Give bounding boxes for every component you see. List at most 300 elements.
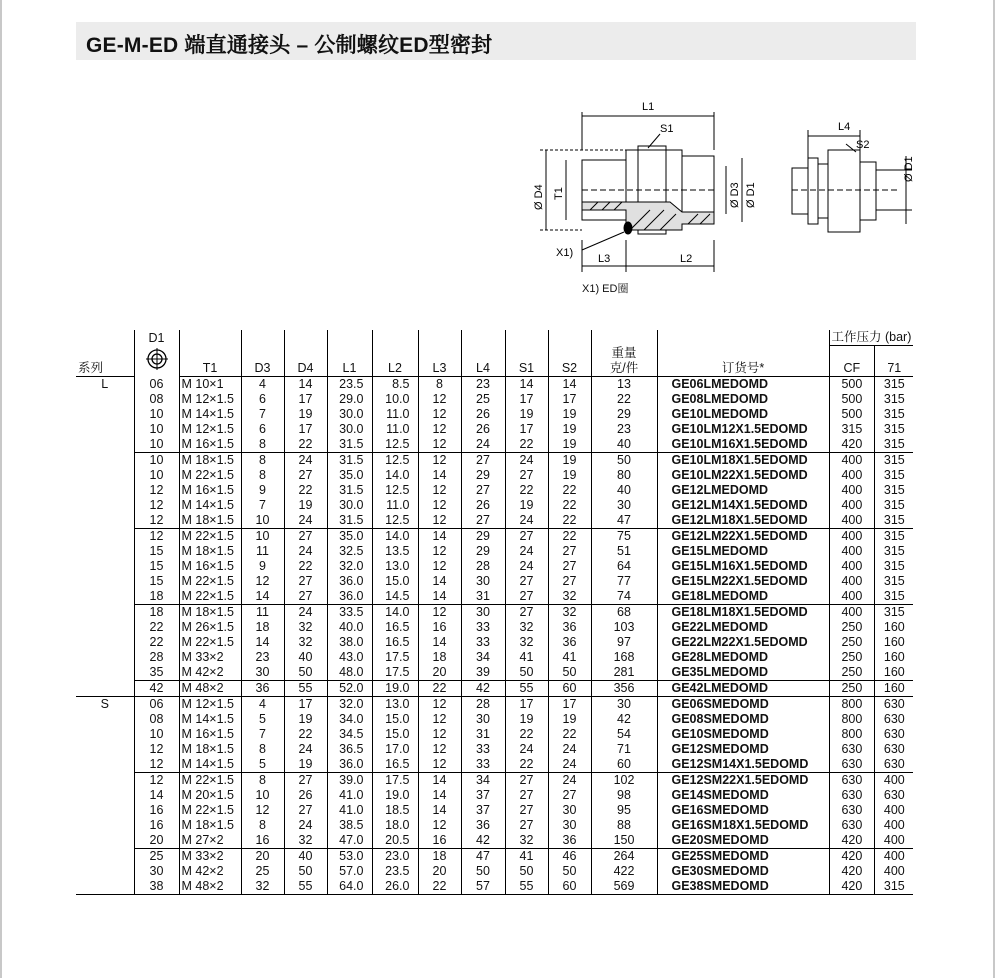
cell-d4: 55 (284, 681, 327, 697)
label-d1-small: Ø D1 (903, 156, 915, 182)
cell-weight: 22 (591, 392, 657, 407)
cell-cf: 400 (829, 589, 875, 605)
cell-l3: 12 (418, 407, 461, 422)
cell-l1: 36.5 (327, 742, 372, 757)
header-d1: D1 (134, 330, 179, 346)
cell-order-code: GE20SMEDOMD (657, 833, 829, 849)
cell-s2: 19 (548, 468, 591, 483)
cell-d4: 26 (284, 788, 327, 803)
cell-weight: 29 (591, 407, 657, 422)
cell-order-code: GE12SM22X1.5EDOMD (657, 773, 829, 789)
cell-l1: 35.0 (327, 529, 372, 545)
cell-l3: 22 (418, 681, 461, 697)
cell-order-code: GE08SMEDOMD (657, 712, 829, 727)
cell-order-code: GE10SMEDOMD (657, 727, 829, 742)
cell-d3: 10 (241, 529, 284, 545)
table-row (76, 757, 913, 773)
cell-s2: 24 (548, 773, 591, 789)
cell-p71: 400 (875, 864, 914, 879)
header-order-code: 订货号* (657, 361, 829, 377)
cell-l3: 12 (418, 392, 461, 407)
table-row (76, 727, 913, 742)
cell-l2: 14.0 (372, 605, 418, 621)
cell-d3: 14 (241, 589, 284, 605)
cell-weight: 97 (591, 635, 657, 650)
cell-l2: 11.0 (372, 407, 418, 422)
cell-d3: 8 (241, 818, 284, 833)
table-row (76, 620, 913, 635)
cell-d4: 24 (284, 742, 327, 757)
cell-d4: 24 (284, 513, 327, 529)
cell-weight: 264 (591, 849, 657, 865)
cell-t1: M 16×1.5 (179, 727, 241, 742)
cell-l1: 38.0 (327, 635, 372, 650)
cell-p71: 315 (875, 392, 914, 407)
label-d3: Ø D3 (729, 182, 741, 208)
cell-weight: 68 (591, 605, 657, 621)
cell-t1: M 42×2 (179, 864, 241, 879)
table-row (76, 407, 913, 422)
table-row (76, 453, 913, 469)
series-cell (76, 437, 134, 453)
series-cell (76, 864, 134, 879)
cell-l2: 17.0 (372, 742, 418, 757)
table-row (76, 818, 913, 833)
cell-l3: 12 (418, 605, 461, 621)
cell-l3: 20 (418, 864, 461, 879)
cell-p71: 315 (875, 453, 914, 469)
cell-l2: 13.0 (372, 559, 418, 574)
cell-cf: 400 (829, 453, 875, 469)
cell-p71: 160 (875, 681, 914, 697)
cell-l3: 20 (418, 665, 461, 681)
cell-cf: 420 (829, 864, 875, 879)
cell-l3: 14 (418, 803, 461, 818)
cell-l3: 12 (418, 757, 461, 773)
cell-p71: 315 (875, 468, 914, 483)
cell-l1: 31.5 (327, 453, 372, 469)
cell-l2: 23.5 (372, 864, 418, 879)
cell-d3: 12 (241, 574, 284, 589)
cell-order-code: GE30SMEDOMD (657, 864, 829, 879)
cell-s1: 24 (505, 742, 548, 757)
cell-d4: 27 (284, 773, 327, 789)
table-row (76, 468, 913, 483)
cell-l4: 26 (461, 407, 505, 422)
cell-d1: 10 (134, 453, 179, 469)
series-cell (76, 665, 134, 681)
cell-weight: 356 (591, 681, 657, 697)
cell-p71: 160 (875, 620, 914, 635)
cell-s1: 19 (505, 407, 548, 422)
cell-d1: 15 (134, 559, 179, 574)
cell-d1: 20 (134, 833, 179, 849)
cell-order-code: GE18LMEDOMD (657, 589, 829, 605)
cell-l4: 34 (461, 773, 505, 789)
cell-p71: 630 (875, 712, 914, 727)
cell-d1: 15 (134, 544, 179, 559)
cell-t1: M 22×1.5 (179, 574, 241, 589)
cell-l1: 36.0 (327, 757, 372, 773)
cell-d3: 8 (241, 437, 284, 453)
cell-l2: 17.5 (372, 773, 418, 789)
cell-l3: 14 (418, 574, 461, 589)
spec-table-body (76, 377, 913, 895)
cell-d3: 10 (241, 788, 284, 803)
cell-order-code: GE15LMEDOMD (657, 544, 829, 559)
cell-s2: 41 (548, 650, 591, 665)
cell-p71: 400 (875, 803, 914, 818)
fitting-drawing (520, 90, 940, 300)
label-s2: S2 (856, 139, 870, 151)
cell-s1: 27 (505, 589, 548, 605)
cell-s2: 27 (548, 559, 591, 574)
spec-table (76, 330, 913, 895)
table-row (76, 377, 913, 393)
cell-p71: 400 (875, 818, 914, 833)
cell-l1: 43.0 (327, 650, 372, 665)
cell-l3: 12 (418, 453, 461, 469)
cell-order-code: GE25SMEDOMD (657, 849, 829, 865)
cell-p71: 315 (875, 529, 914, 545)
page-title: GE-M-ED 端直通接头 – 公制螺纹ED型密封 (86, 34, 493, 57)
cell-order-code: GE14SMEDOMD (657, 788, 829, 803)
cell-s2: 32 (548, 589, 591, 605)
cell-t1: M 12×1.5 (179, 422, 241, 437)
cell-d3: 8 (241, 742, 284, 757)
cell-d3: 14 (241, 635, 284, 650)
cell-d1: 12 (134, 773, 179, 789)
cell-d1: 28 (134, 650, 179, 665)
table-row (76, 605, 913, 621)
cell-cf: 420 (829, 833, 875, 849)
cell-d1: 14 (134, 788, 179, 803)
cell-d1: 42 (134, 681, 179, 697)
series-cell (76, 468, 134, 483)
cell-cf: 400 (829, 529, 875, 545)
cell-l4: 28 (461, 697, 505, 713)
cell-l1: 30.0 (327, 498, 372, 513)
cell-l1: 34.5 (327, 727, 372, 742)
cell-d1: 15 (134, 574, 179, 589)
cell-l3: 12 (418, 697, 461, 713)
cell-l3: 18 (418, 650, 461, 665)
cell-t1: M 22×1.5 (179, 589, 241, 605)
table-row (76, 788, 913, 803)
table-row (76, 589, 913, 605)
cell-cf: 400 (829, 559, 875, 574)
cell-t1: M 22×1.5 (179, 635, 241, 650)
cell-cf: 500 (829, 377, 875, 393)
series-cell (76, 513, 134, 529)
cell-l2: 19.0 (372, 681, 418, 697)
cell-cf: 500 (829, 392, 875, 407)
cell-d4: 50 (284, 864, 327, 879)
cell-d4: 17 (284, 392, 327, 407)
cell-weight: 30 (591, 697, 657, 713)
series-cell (76, 574, 134, 589)
cell-p71: 630 (875, 727, 914, 742)
cell-l1: 41.0 (327, 788, 372, 803)
cell-d4: 24 (284, 544, 327, 559)
cell-p71: 315 (875, 407, 914, 422)
cell-s1: 50 (505, 665, 548, 681)
cell-s1: 27 (505, 803, 548, 818)
cell-cf: 630 (829, 788, 875, 803)
cell-s1: 24 (505, 513, 548, 529)
cell-d4: 17 (284, 697, 327, 713)
cell-cf: 250 (829, 620, 875, 635)
cell-l1: 40.0 (327, 620, 372, 635)
cell-l3: 14 (418, 589, 461, 605)
table-row (76, 559, 913, 574)
cell-d1: 10 (134, 468, 179, 483)
cell-l1: 36.0 (327, 589, 372, 605)
cell-p71: 315 (875, 574, 914, 589)
series-cell (76, 849, 134, 865)
cell-l3: 18 (418, 849, 461, 865)
cell-weight: 23 (591, 422, 657, 437)
label-t1: T1 (553, 187, 565, 200)
cell-l2: 15.0 (372, 727, 418, 742)
cell-cf: 630 (829, 818, 875, 833)
label-l1: L1 (642, 101, 655, 113)
cell-weight: 422 (591, 864, 657, 879)
cell-l4: 26 (461, 422, 505, 437)
series-cell (76, 483, 134, 498)
series-cell: L (101, 377, 109, 391)
header-l4: L4 (461, 361, 505, 377)
cell-d1: 12 (134, 498, 179, 513)
cell-d4: 27 (284, 574, 327, 589)
cell-l4: 27 (461, 453, 505, 469)
cell-d1: 16 (134, 818, 179, 833)
cell-d4: 19 (284, 498, 327, 513)
cell-l4: 27 (461, 513, 505, 529)
cell-l4: 31 (461, 727, 505, 742)
cell-s1: 27 (505, 468, 548, 483)
cell-p71: 400 (875, 849, 914, 865)
cell-s1: 32 (505, 620, 548, 635)
cell-s1: 17 (505, 392, 548, 407)
cell-d3: 6 (241, 422, 284, 437)
cell-t1: M 22×1.5 (179, 803, 241, 818)
cell-d4: 27 (284, 529, 327, 545)
cell-l1: 33.5 (327, 605, 372, 621)
cell-l4: 26 (461, 498, 505, 513)
table-row (76, 681, 913, 697)
cell-weight: 75 (591, 529, 657, 545)
cell-d3: 4 (241, 697, 284, 713)
cell-l4: 31 (461, 589, 505, 605)
cell-order-code: GE08LMEDOMD (657, 392, 829, 407)
cell-p71: 400 (875, 773, 914, 789)
cell-cf: 630 (829, 757, 875, 773)
cell-l2: 16.5 (372, 757, 418, 773)
series-cell (76, 635, 134, 650)
cell-s2: 36 (548, 620, 591, 635)
cell-s1: 27 (505, 605, 548, 621)
cell-p71: 160 (875, 650, 914, 665)
cell-weight: 74 (591, 589, 657, 605)
cell-l4: 42 (461, 833, 505, 849)
series-cell (76, 650, 134, 665)
cell-d3: 25 (241, 864, 284, 879)
cell-l2: 16.5 (372, 620, 418, 635)
cell-p71: 315 (875, 559, 914, 574)
cell-s2: 24 (548, 742, 591, 757)
cell-s1: 22 (505, 757, 548, 773)
cell-l2: 16.5 (372, 635, 418, 650)
cell-t1: M 18×1.5 (179, 544, 241, 559)
cell-t1: M 33×2 (179, 849, 241, 865)
cell-cf: 630 (829, 803, 875, 818)
cell-p71: 315 (875, 513, 914, 529)
table-row (76, 879, 913, 895)
cell-d3: 10 (241, 513, 284, 529)
cell-s1: 24 (505, 544, 548, 559)
cell-d1: 12 (134, 742, 179, 757)
cell-order-code: GE12LM18X1.5EDOMD (657, 513, 829, 529)
cell-d3: 5 (241, 757, 284, 773)
table-row (76, 773, 913, 789)
cell-l2: 18.5 (372, 803, 418, 818)
cell-s2: 36 (548, 833, 591, 849)
cell-l3: 12 (418, 818, 461, 833)
cell-d1: 12 (134, 513, 179, 529)
cell-p71: 315 (875, 483, 914, 498)
cell-d3: 4 (241, 377, 284, 393)
cell-t1: M 18×1.5 (179, 513, 241, 529)
cell-s1: 24 (505, 453, 548, 469)
cell-d1: 10 (134, 727, 179, 742)
cell-l4: 37 (461, 803, 505, 818)
table-row (76, 697, 913, 713)
cell-s2: 19 (548, 422, 591, 437)
cell-cf: 250 (829, 681, 875, 697)
cell-l4: 42 (461, 681, 505, 697)
cell-l2: 19.0 (372, 788, 418, 803)
cell-weight: 103 (591, 620, 657, 635)
cell-cf: 800 (829, 697, 875, 713)
cell-cf: 400 (829, 544, 875, 559)
cell-d1: 10 (134, 437, 179, 453)
cell-l3: 22 (418, 879, 461, 895)
cell-cf: 400 (829, 574, 875, 589)
cell-cf: 250 (829, 635, 875, 650)
cell-d3: 7 (241, 407, 284, 422)
cell-d4: 32 (284, 620, 327, 635)
cell-d3: 8 (241, 773, 284, 789)
cell-s1: 19 (505, 712, 548, 727)
cell-weight: 40 (591, 483, 657, 498)
cell-d3: 32 (241, 879, 284, 895)
series-cell (76, 681, 134, 697)
cell-l3: 12 (418, 422, 461, 437)
cell-l1: 57.0 (327, 864, 372, 879)
cell-s2: 50 (548, 665, 591, 681)
cell-d1: 22 (134, 620, 179, 635)
cell-l2: 15.0 (372, 712, 418, 727)
table-row (76, 513, 913, 529)
cell-l2: 20.5 (372, 833, 418, 849)
cell-l3: 12 (418, 742, 461, 757)
cell-t1: M 42×2 (179, 665, 241, 681)
table-row (76, 544, 913, 559)
cell-s1: 41 (505, 650, 548, 665)
cell-s2: 22 (548, 513, 591, 529)
header-l1: L1 (327, 361, 372, 377)
cell-s2: 19 (548, 437, 591, 453)
cell-weight: 47 (591, 513, 657, 529)
cell-t1: M 12×1.5 (179, 392, 241, 407)
series-cell (76, 544, 134, 559)
cell-d3: 6 (241, 392, 284, 407)
cell-cf: 800 (829, 727, 875, 742)
cell-weight: 88 (591, 818, 657, 833)
cell-t1: M 33×2 (179, 650, 241, 665)
cell-l3: 14 (418, 468, 461, 483)
cell-l4: 36 (461, 818, 505, 833)
cell-cf: 630 (829, 773, 875, 789)
cell-t1: M 14×1.5 (179, 407, 241, 422)
cell-l3: 16 (418, 833, 461, 849)
cell-s1: 27 (505, 773, 548, 789)
cell-order-code: GE10LM16X1.5EDOMD (657, 437, 829, 453)
label-l2: L2 (680, 253, 693, 265)
cell-t1: M 18×1.5 (179, 453, 241, 469)
cell-d4: 19 (284, 407, 327, 422)
cell-d1: 06 (134, 377, 179, 393)
cell-d3: 7 (241, 498, 284, 513)
cell-t1: M 14×1.5 (179, 712, 241, 727)
cell-l4: 28 (461, 559, 505, 574)
cell-l4: 37 (461, 788, 505, 803)
cell-d1: 16 (134, 803, 179, 818)
cell-d3: 11 (241, 544, 284, 559)
cell-t1: M 18×1.5 (179, 605, 241, 621)
series-cell (76, 589, 134, 605)
cell-d4: 22 (284, 483, 327, 498)
cell-p71: 315 (875, 589, 914, 605)
cell-d4: 27 (284, 468, 327, 483)
cell-cf: 420 (829, 849, 875, 865)
header-s2: S2 (548, 361, 591, 377)
cell-s2: 32 (548, 605, 591, 621)
cell-weight: 80 (591, 468, 657, 483)
cell-l2: 14.5 (372, 589, 418, 605)
cell-weight: 40 (591, 437, 657, 453)
cell-p71: 630 (875, 788, 914, 803)
cell-d4: 24 (284, 453, 327, 469)
cell-d3: 11 (241, 605, 284, 621)
series-cell (76, 529, 134, 545)
cell-s2: 27 (548, 788, 591, 803)
cell-order-code: GE22LM22X1.5EDOMD (657, 635, 829, 650)
cell-order-code: GE15LM16X1.5EDOMD (657, 559, 829, 574)
cell-s2: 17 (548, 697, 591, 713)
cell-cf: 800 (829, 712, 875, 727)
table-row (76, 650, 913, 665)
cell-d4: 24 (284, 818, 327, 833)
cell-s2: 22 (548, 498, 591, 513)
cell-d4: 27 (284, 803, 327, 818)
cell-order-code: GE06LMEDOMD (657, 377, 829, 393)
cell-l1: 32.0 (327, 697, 372, 713)
cell-order-code: GE06SMEDOMD (657, 697, 829, 713)
cell-l3: 8 (418, 377, 461, 393)
cell-weight: 102 (591, 773, 657, 789)
